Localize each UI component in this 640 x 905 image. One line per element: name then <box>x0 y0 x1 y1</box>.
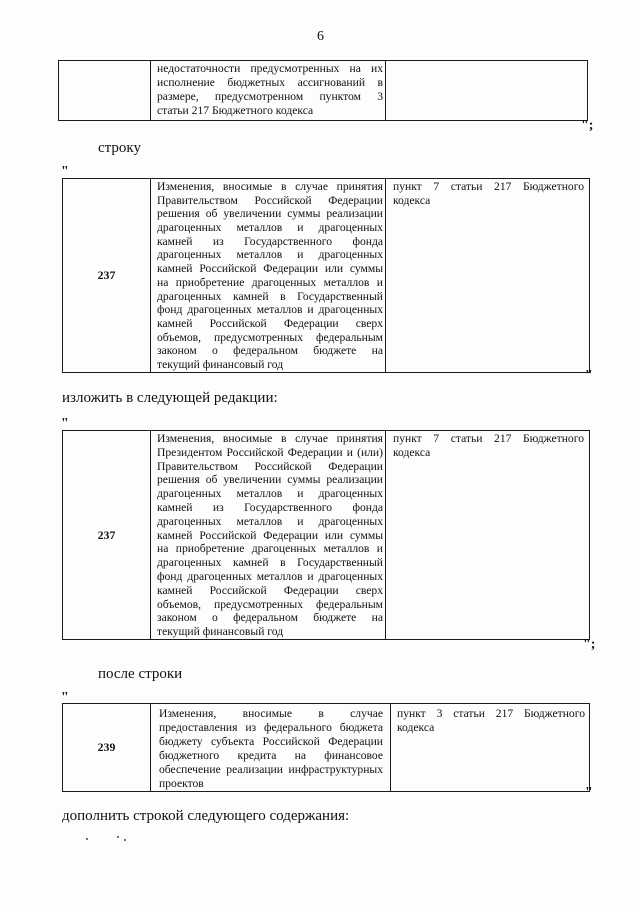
page-number: 6 <box>317 29 324 44</box>
text-line: размере, предусмотренном пунктом 3 <box>157 90 383 103</box>
text-line: текущий финансовый год <box>157 625 284 639</box>
closing-quote: " <box>585 368 593 383</box>
row-code-cell <box>63 431 151 639</box>
text-line: обеспечение реализации инфраструктурных <box>159 763 383 776</box>
text-line: камней Российской Федерации сверх <box>157 316 383 330</box>
closing-quote: "; <box>583 637 596 652</box>
instruction-text: дополнить строкой следующего содержания: <box>62 808 350 824</box>
text-line: Президентом Российской Федерации и (или) <box>157 445 383 459</box>
text-line: Изменения, вносимые в случае принятия <box>157 180 383 193</box>
opening-quote: " <box>61 690 69 705</box>
table-row-continued <box>58 60 588 121</box>
text-line: камней Российской Федерации сверх <box>157 583 383 597</box>
text-line: пункт 7 статьи 217 Бюджетного <box>393 432 584 445</box>
text-line: решения об увеличении суммы реализации <box>157 473 383 487</box>
row-code: 239 <box>97 740 116 754</box>
table-row-237-current <box>62 178 590 373</box>
text-line: объемов, предусмотренных федеральным <box>157 330 383 344</box>
text-line: драгоценных металлов и драгоценных <box>157 487 383 501</box>
row-code: 237 <box>97 268 116 282</box>
text-line: исполнение бюджетных ассигнований в <box>157 76 383 89</box>
reference-cell <box>391 704 589 791</box>
reference-cell <box>386 431 589 639</box>
instruction-text: строку <box>98 140 141 156</box>
text-line: камней Российской Федерации или суммы <box>157 528 383 542</box>
text-line: недостаточности предусмотренных на их <box>157 62 383 75</box>
text-line: бюджетного кредита на финансовое <box>159 749 383 762</box>
row-code-cell <box>63 179 151 372</box>
row-code: 237 <box>97 527 116 542</box>
scan-speck <box>124 839 126 841</box>
text-line: драгоценных металлов и драгоценных <box>157 248 383 262</box>
text-line: решения об увеличении суммы реализации <box>157 207 383 221</box>
text-line: кодекса <box>393 193 431 207</box>
text-line: законом о федеральном бюджете на <box>157 344 383 358</box>
row-code-cell <box>59 61 151 120</box>
text-line: камней Российской Федерации или суммы <box>157 262 383 276</box>
text-line: Правительством Российской Федерации <box>157 459 383 473</box>
scan-speck <box>86 838 88 840</box>
instruction-text: изложить в следующей редакции: <box>62 390 278 406</box>
text-line: на приобретение драгоценных металлов и <box>157 542 383 556</box>
text-line: Изменения, вносимые в случае принятия <box>157 432 383 445</box>
text-line: фонд драгоценных металлов и драгоценных <box>157 569 383 583</box>
text-line: текущий финансовый год <box>157 357 284 371</box>
description-cell <box>151 704 391 791</box>
closing-quote: "; <box>581 118 594 133</box>
text-line: Изменения, вносимые в случае <box>159 707 383 720</box>
instruction-text: после строки <box>98 666 183 682</box>
text-line: драгоценных металлов и драгоценных <box>157 221 383 235</box>
text-line: камней из Государственного фонда <box>157 234 383 248</box>
text-line: законом о федеральном бюджете на <box>157 611 383 625</box>
text-line: бюджету субъекта Российской Федерации <box>159 735 383 748</box>
text-line: предоставления из федерального бюджета <box>159 721 383 734</box>
text-line: драгоценных металлов и драгоценных <box>157 514 383 528</box>
text-line: фонд драгоценных металлов и драгоценных <box>157 303 383 317</box>
opening-quote: " <box>61 416 69 431</box>
text-line: пункт 7 статьи 217 Бюджетного <box>393 180 584 193</box>
row-code-cell <box>63 704 151 791</box>
opening-quote: " <box>61 164 69 179</box>
description-cell <box>151 61 386 120</box>
description-cell <box>151 431 386 639</box>
closing-quote: " <box>585 785 593 800</box>
text-line: кодекса <box>397 721 435 734</box>
table-row-237-new <box>62 430 590 640</box>
scan-speck <box>117 836 119 838</box>
text-line: драгоценных камней в Государственный <box>157 556 383 570</box>
reference-cell <box>386 61 587 120</box>
text-line: проектов <box>159 777 204 790</box>
text-line: пункт 3 статьи 217 Бюджетного <box>397 707 585 720</box>
text-line: Правительством Российской Федерации <box>157 193 383 207</box>
text-line: статьи 217 Бюджетного кодекса <box>157 104 314 117</box>
text-line: на приобретение драгоценных металлов и <box>157 275 383 289</box>
text-line: объемов, предусмотренных федеральным <box>157 597 383 611</box>
reference-cell <box>386 179 589 372</box>
text-line: драгоценных камней в Государственный <box>157 289 383 303</box>
description-cell <box>151 179 386 372</box>
table-row-239 <box>62 703 590 792</box>
text-line: камней из Государственного фонда <box>157 500 383 514</box>
text-line: кодекса <box>393 445 431 459</box>
